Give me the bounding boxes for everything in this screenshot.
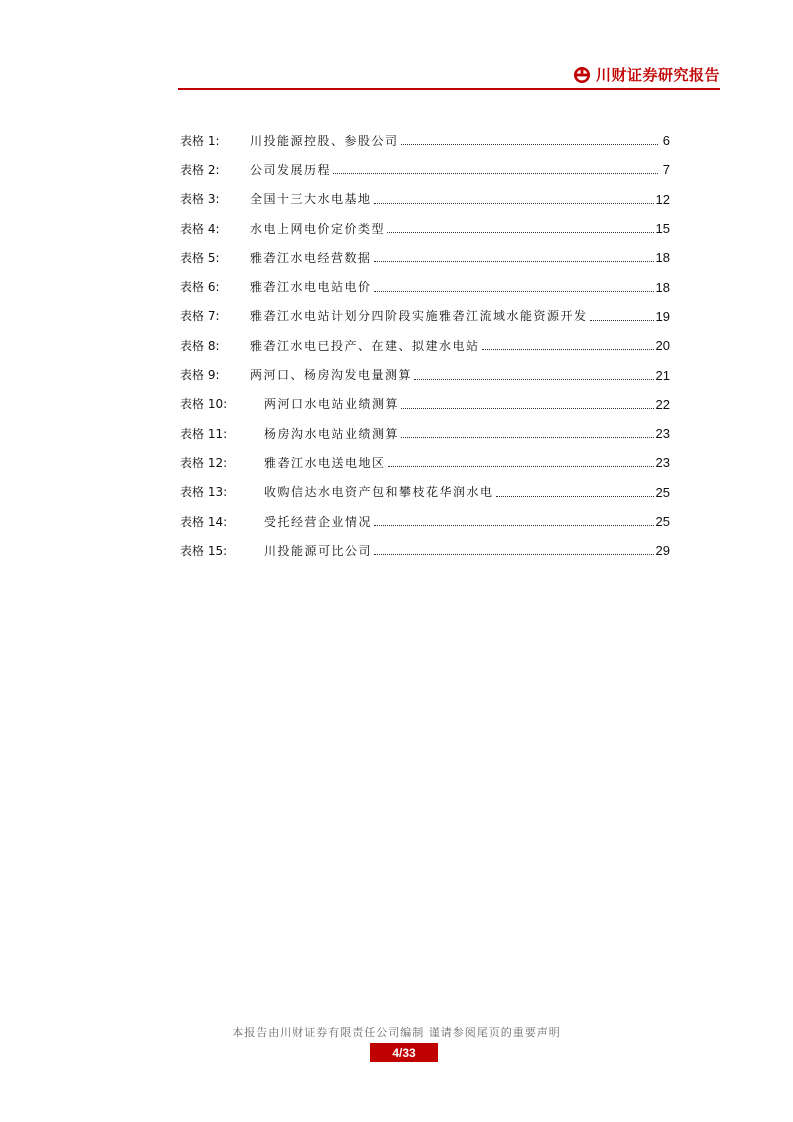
toc-entry[interactable]	[180, 272, 670, 301]
toc-dot-leader	[374, 261, 654, 262]
toc-dot-leader	[482, 349, 654, 350]
toc-dot-leader	[590, 320, 654, 321]
toc-entry[interactable]	[180, 126, 670, 155]
toc-entry-label: 表格 13:	[180, 485, 228, 500]
header-divider	[178, 88, 720, 90]
toc-entry-title: 两河口水电站业绩测算	[264, 397, 400, 412]
toc-dot-leader	[374, 203, 654, 204]
toc-dot-leader	[374, 554, 654, 555]
toc-entry-page: 7	[662, 162, 670, 178]
toc-entry[interactable]	[180, 214, 670, 243]
toc-dot-leader	[401, 408, 654, 409]
toc-dot-leader	[496, 496, 654, 497]
toc-entry-page: 18	[655, 250, 670, 266]
toc-entry[interactable]	[180, 302, 670, 331]
toc-entry[interactable]	[180, 185, 670, 214]
page-header	[178, 62, 720, 90]
footer-disclaimer: 本报告由川财证券有限责任公司编制 谨请参阅尾页的重要声明	[232, 1026, 561, 1039]
toc-entry-label: 表格 9:	[180, 368, 220, 383]
toc-entry-label: 表格 5:	[180, 250, 220, 265]
toc-entry[interactable]	[180, 155, 670, 184]
toc-entry[interactable]	[180, 331, 670, 360]
toc-dot-leader	[414, 379, 654, 380]
toc-entry[interactable]	[180, 448, 670, 477]
toc-entry-label: 表格 3:	[180, 192, 220, 207]
toc-entry-title: 雅砻江水电站计划分四阶段实施雅砻江流域水能资源开发	[250, 309, 588, 324]
toc-entry-label: 表格 14:	[180, 514, 228, 529]
toc-entry-title: 两河口、杨房沟发电量测算	[250, 368, 413, 383]
toc-entry-label: 表格 1:	[180, 133, 220, 148]
toc-entry-page: 19	[655, 308, 670, 324]
toc-entry-label: 表格 12:	[180, 455, 228, 470]
toc-entry-title: 雅砻江水电送电地区	[264, 455, 386, 470]
header-brand	[573, 64, 720, 85]
toc-entry-page: 25	[655, 484, 670, 500]
toc-entry-label: 表格 6:	[180, 280, 220, 295]
table-of-tables	[180, 126, 670, 565]
toc-entry-label: 表格 8:	[180, 338, 220, 353]
toc-entry-label: 表格 2:	[180, 162, 220, 177]
toc-entry[interactable]	[180, 536, 670, 565]
toc-dot-leader	[333, 173, 658, 174]
toc-entry-page: 6	[662, 133, 670, 149]
page-number-badge: 4/33	[370, 1043, 438, 1062]
toc-entry-title: 雅砻江水电已投产、在建、拟建水电站	[250, 338, 480, 353]
brand-logo-icon	[573, 66, 591, 84]
brand-name: 川财证券研究报告	[595, 66, 720, 84]
toc-entry-title: 受托经营企业情况	[264, 514, 373, 529]
toc-entry-page: 21	[655, 367, 670, 383]
toc-entry-page: 22	[655, 396, 670, 412]
toc-entry[interactable]	[180, 243, 670, 272]
toc-entry-page: 29	[655, 543, 670, 559]
toc-entry-page: 18	[655, 279, 670, 295]
toc-entry-title: 公司发展历程	[250, 162, 332, 177]
toc-entry-title: 川投能源可比公司	[264, 543, 373, 558]
toc-dot-leader	[401, 144, 658, 145]
toc-dot-leader	[401, 437, 654, 438]
toc-entry[interactable]	[180, 478, 670, 507]
toc-entry[interactable]	[180, 507, 670, 536]
toc-dot-leader	[388, 466, 654, 467]
toc-entry[interactable]	[180, 390, 670, 419]
toc-entry-label: 表格 11:	[180, 426, 228, 441]
toc-entry-title: 杨房沟水电站业绩测算	[264, 426, 400, 441]
toc-entry-page: 23	[655, 455, 670, 471]
toc-entry-label: 表格 4:	[180, 221, 220, 236]
toc-entry-title: 雅砻江水电经营数据	[250, 250, 372, 265]
toc-entry-label: 表格 10:	[180, 397, 228, 412]
toc-entry-title: 水电上网电价定价类型	[250, 221, 386, 236]
toc-entry-title: 川投能源控股、参股公司	[250, 133, 399, 148]
toc-entry-title: 收购信达水电资产包和攀枝花华润水电	[264, 485, 494, 500]
toc-entry-label: 表格 15:	[180, 543, 228, 558]
toc-entry-page: 23	[655, 426, 670, 442]
toc-entry-page: 25	[655, 514, 670, 529]
toc-entry[interactable]	[180, 360, 670, 389]
toc-entry-label: 表格 7:	[180, 309, 220, 324]
toc-dot-leader	[387, 232, 654, 233]
toc-dot-leader	[374, 525, 654, 526]
toc-entry-page: 20	[655, 338, 670, 354]
toc-entry[interactable]	[180, 419, 670, 448]
toc-entry-title: 雅砻江水电电站电价	[250, 280, 372, 295]
toc-entry-page: 15	[655, 221, 670, 237]
toc-dot-leader	[374, 291, 654, 292]
toc-entry-page: 12	[655, 191, 670, 207]
toc-entry-title: 全国十三大水电基地	[250, 192, 372, 207]
